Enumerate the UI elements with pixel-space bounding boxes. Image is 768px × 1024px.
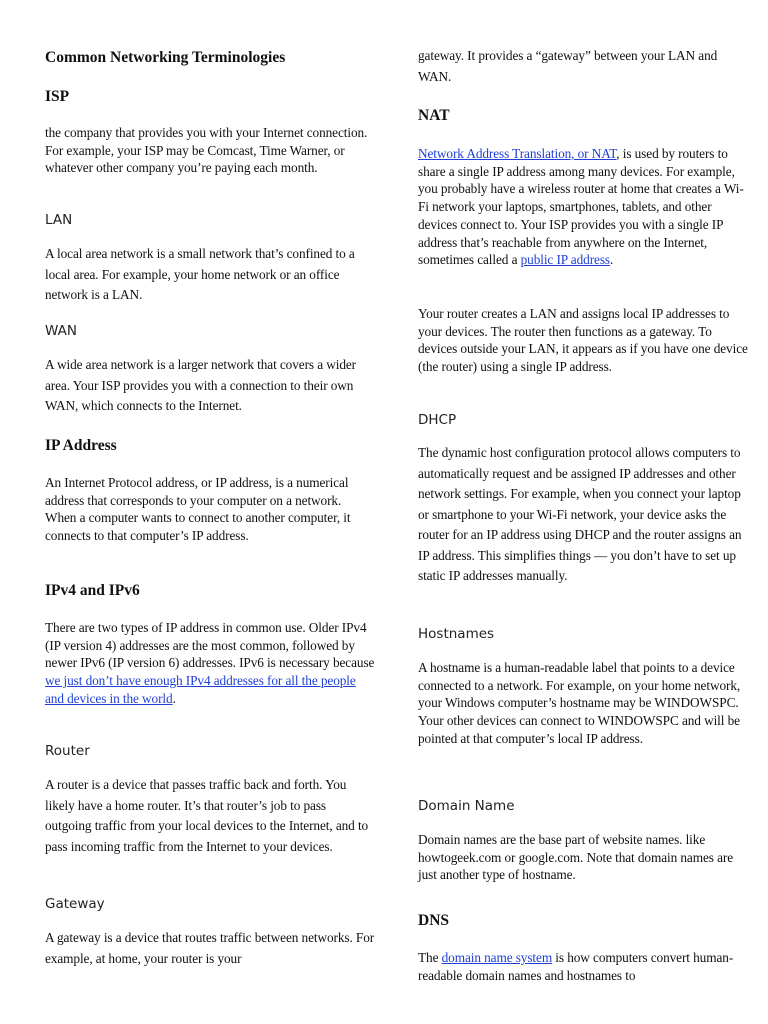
paragraph-isp: the company that provides you with your Internet connection. For example, your ISP may be Comcast, Time Warner, or whatever other company you’re paying each month.: [45, 125, 368, 176]
heading-hostnames: Hostnames: [418, 626, 495, 642]
heading-lan: LAN: [45, 212, 73, 228]
paragraph-dns: [418, 949, 748, 984]
heading-domain-name: Domain Name: [418, 798, 515, 814]
paragraph-router: A router is a device that passes traffic back and forth. You likely have a home router. It’s that router’s job to pass outgoing traffic from your local devices to the Internet, and to pass incoming traffic from the Internet to your devices.: [45, 777, 369, 854]
heading-ipv4-ipv6: IPv4 and IPv6: [45, 582, 140, 599]
nat-link[interactable]: Network Address Translation, or NAT: [418, 146, 617, 161]
heading-isp: ISP: [45, 88, 70, 105]
paragraph-dhcp: The dynamic host configuration protocol allows computers to automatically request and be assigned IP addresses and other network settings. For example, when you connect your laptop or smartphone to your Wi-Fi network, your device asks the router for an IP address using DHCP and the router assigns an IP address. This simplifies things — you don’t have to set up static IP addresses manually.: [418, 445, 742, 583]
paragraph-dns-text: The: [418, 950, 442, 965]
paragraph-gateway: A gateway is a device that routes traffic between networks. For example, at home, your router is your: [45, 930, 375, 966]
paragraph-ipv4-ipv6: [45, 619, 375, 708]
heading-dhcp: DHCP: [418, 412, 457, 428]
paragraph-ipv-text: There are two types of IP address in common use. Older IPv4 (IP version 4) addresses are the most common, followed by newer IPv6 (IP version 6) addresses. IPv6 is necessary because: [45, 620, 375, 671]
paragraph-ipv-end: .: [172, 690, 176, 706]
ipv4-shortage-link[interactable]: we just don’t have enough IPv4 addresses for all the people and devices in the world: [45, 673, 356, 706]
heading-ip-address: IP Address: [45, 437, 117, 454]
paragraph-dns-end: is how computers convert human-readable domain names and hostnames to: [418, 950, 734, 983]
paragraph-lan: A local area network is a small network that’s confined to a local area. For example, your home network or an office network is a LAN.: [45, 246, 355, 302]
paragraph-gateway-continued: gateway. It provides a “gateway” between your LAN and WAN.: [418, 48, 718, 84]
document-title: Common Networking Terminologies: [45, 49, 286, 66]
paragraph-nat: [418, 145, 748, 269]
paragraph-nat-end: .: [610, 252, 614, 268]
paragraph-domain-name: Domain names are the base part of website names. like howtogeek.com or google.com. Note that domain names are just another type of hostname.: [418, 832, 734, 883]
heading-dns: DNS: [418, 912, 450, 929]
heading-gateway: Gateway: [45, 896, 105, 912]
paragraph-wan: A wide area network is a larger network that covers a wider area. Your ISP provides you with a connection to their own WAN, which connects to the Internet.: [45, 357, 357, 413]
paragraph-hostnames: A hostname is a human-readable label that points to a device connected to a network. For example, on your home network, your Windows computer’s hostname may be WINDOWSPC. Your other devices can connect to WINDOWSPC and will be pointed at that computer’s local IP address.: [418, 660, 741, 746]
public-ip-address-link[interactable]: public IP address: [520, 252, 610, 268]
heading-router: Router: [45, 743, 90, 759]
paragraph-ip-address: An Internet Protocol address, or IP address, is a numerical address that corresponds to your computer on a network. When a computer wants to connect to another computer, it connects to that computer’s IP address.: [45, 475, 351, 544]
paragraph-nat-text: , is used by routers to share a single IP address among many devices. For example, you probably have a wireless router at home that creates a Wi-Fi network your laptops, smartphones, tablets, and other devices connect to. Your ISP provides you with a single IP address that’s reachable from anywhere on the Internet, sometimes called a: [418, 146, 744, 268]
paragraph-router-lan: Your router creates a LAN and assigns local IP addresses to your devices. The router then functions as a gateway. To devices outside your LAN, it appears as if you have one device (the router) using a single IP address.: [418, 306, 748, 375]
domain-name-system-link[interactable]: domain name system: [441, 950, 553, 965]
heading-wan: WAN: [45, 323, 77, 339]
heading-nat: NAT: [418, 107, 450, 124]
